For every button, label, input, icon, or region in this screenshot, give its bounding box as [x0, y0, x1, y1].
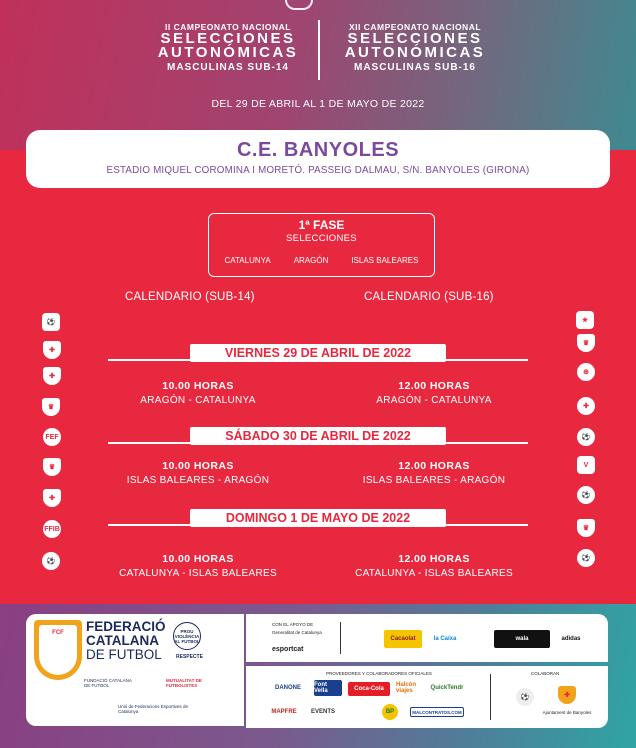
- collab-divider: [490, 674, 491, 720]
- match-teams: CATALUNYA - ISLAS BALEARES: [355, 568, 513, 579]
- federation-emblem-icon: ⚽: [42, 313, 60, 331]
- autonomicas-title: AUTONÓMICAS: [344, 44, 486, 61]
- match-teams: ARAGÓN - CATALUNYA: [376, 395, 492, 406]
- match-sub14: [88, 553, 308, 579]
- day-label: SÁBADO 30 DE ABRIL DE 2022: [190, 427, 446, 445]
- phase-box: [208, 213, 435, 277]
- federation-emblem-icon: V: [577, 456, 595, 474]
- phase-title: 1ª FASE: [298, 218, 345, 232]
- support-label: CON EL APOYO DE: [272, 622, 314, 627]
- match-sub16: [324, 553, 544, 579]
- providers-label: PROVEEDORES Y COLABORADORES OFICIALES: [326, 671, 432, 676]
- federation-emblem-icon: ♛: [42, 398, 60, 416]
- crest-icon: ⚽: [516, 688, 534, 706]
- ffib-icon: FFIB: [43, 520, 61, 538]
- federation-emblem-icon: ★: [576, 311, 594, 329]
- match-teams: ARAGÓN - CATALUNYA: [140, 395, 256, 406]
- federation-emblem-icon: ✚: [43, 341, 61, 359]
- day-label: VIERNES 29 DE ABRIL DE 2022: [190, 344, 446, 362]
- match-hour: 10.00 HORAS: [162, 460, 234, 472]
- events-logo: EVENTS: [310, 709, 335, 715]
- match-teams: ISLAS BALEARES - ARAGÓN: [126, 475, 270, 486]
- match-teams: CATALUNYA - ISLAS BALEARES: [119, 568, 277, 579]
- day-label: DOMINGO 1 DE MAYO DE 2022: [190, 509, 446, 527]
- match-hour: 10.00 HORAS: [162, 553, 234, 565]
- federation-emblem-icon: ⚽: [42, 552, 60, 570]
- federation-emblem-icon: ⚽: [577, 549, 595, 567]
- respecte-label: RESPECTE: [176, 654, 203, 660]
- danone-logo: DANONE: [274, 685, 301, 691]
- quicktendr-logo: QuickTendr: [430, 685, 464, 691]
- match-hour: 10.00 HORAS: [162, 380, 234, 392]
- federation-emblem-icon: ♛: [43, 458, 61, 476]
- lacaixa-logo: la Caixa: [433, 636, 457, 642]
- match-hour: 12.00 HORAS: [398, 380, 470, 392]
- malcontratos-logo: MALCONTRATOS.COM: [410, 707, 464, 717]
- calendar-sub14-heading: CALENDARIO (SUB-14): [125, 291, 255, 303]
- providers-card: [246, 666, 608, 728]
- fcf-name: FEDERACIÓ CATALANA DE FUTBOL: [86, 619, 166, 662]
- ajuntament-label: Ajuntament de Banyoles: [542, 710, 592, 715]
- fcf-crest-icon: FCF: [34, 620, 82, 680]
- halcon-logo: Halcón viajes: [396, 682, 417, 694]
- match-sub14: [88, 460, 308, 486]
- generalitat-logo: Generalitat de Catalunya: [272, 630, 322, 635]
- edition-label: XII CAMPEONATO NACIONAL: [348, 22, 482, 32]
- federation-emblem-icon: ✚: [43, 489, 61, 507]
- federation-emblem-icon: ♛: [577, 519, 595, 537]
- match-hour: 12.00 HORAS: [398, 553, 470, 565]
- match-sub14: [88, 380, 308, 406]
- category-label: MASCULINAS SUB-16: [353, 62, 476, 73]
- mutualitat-logo: MUTUALITAT DE FUTBOLISTES: [166, 678, 202, 688]
- venue-name: C.E. BANYOLES: [236, 139, 400, 161]
- bp-logo: BP: [382, 704, 398, 720]
- fef-icon: FEF: [43, 428, 61, 446]
- selecciones-title: SELECCIONES: [160, 30, 296, 47]
- autonomicas-title: AUTONÓMICAS: [157, 44, 299, 61]
- selecciones-title: SELECCIONES: [347, 30, 483, 47]
- tournament-dates: DEL 29 DE ABRIL AL 1 DE MAYO DE 2022: [211, 98, 425, 110]
- match-sub16: [324, 460, 544, 486]
- fundacio-logo: FUNDACIÓ CATALANA DE FUTBOL: [84, 678, 132, 688]
- wala-logo: wala: [494, 630, 550, 648]
- calendar-sub16-heading: CALENDARIO (SUB-16): [364, 291, 494, 303]
- edition-label: II CAMPEONATO NACIONAL: [165, 22, 291, 32]
- federation-emblem-icon: ✚: [577, 397, 595, 415]
- category-label: MASCULINAS SUB-14: [166, 62, 289, 73]
- federation-emblem-icon: ⊕: [577, 363, 595, 381]
- main-sponsors-card: [246, 614, 608, 662]
- cacaolat-logo: Cacaolat: [384, 630, 422, 648]
- unio-federacions-logo: Unió de Federacions Esportives de Catalunya: [118, 704, 189, 714]
- federation-emblem-icon: ⚽: [577, 428, 595, 446]
- adidas-logo: adidas: [561, 636, 581, 642]
- team-label: ISLAS BALEARES: [351, 256, 419, 265]
- match-sub16: [324, 380, 544, 406]
- cocacola-logo: Coca-Cola: [348, 682, 390, 696]
- team-label: CATALUNYA: [224, 256, 271, 265]
- header-divider: [318, 20, 320, 80]
- federation-emblem-icon: ✚: [43, 367, 61, 385]
- championship-sub14: [138, 22, 318, 73]
- phase-teams: [209, 256, 434, 265]
- match-hour: 12.00 HORAS: [398, 460, 470, 472]
- federation-emblem-icon: ♛: [577, 334, 595, 352]
- esportcat-logo: esportcat: [272, 646, 304, 653]
- fontvella-logo: Font Vella: [314, 680, 342, 696]
- collab-label: COLABORAN: [531, 671, 560, 676]
- mapfre-logo: MAPFRE: [271, 709, 297, 715]
- team-label: ARAGÓN: [293, 256, 329, 265]
- banyoles-crest-icon: ✚: [558, 686, 576, 704]
- prou-violencia-icon: PROU VIOLÈNCIA AL FUTBOL: [173, 622, 201, 650]
- fcf-card: [26, 614, 244, 726]
- phase-subtitle: SELECCIONES: [286, 233, 357, 244]
- championship-sub16: [325, 22, 505, 73]
- federation-emblem-icon: ⚽: [577, 486, 595, 504]
- venue-address: ESTADIO MIQUEL COROMINA I MORETÓ. PASSEIG DALMAU, S/N. BANYOLES (GIRONA): [106, 165, 530, 176]
- venue-card: [26, 130, 610, 188]
- sponsor-divider: [340, 622, 341, 654]
- match-teams: ISLAS BALEARES - ARAGÓN: [362, 475, 506, 486]
